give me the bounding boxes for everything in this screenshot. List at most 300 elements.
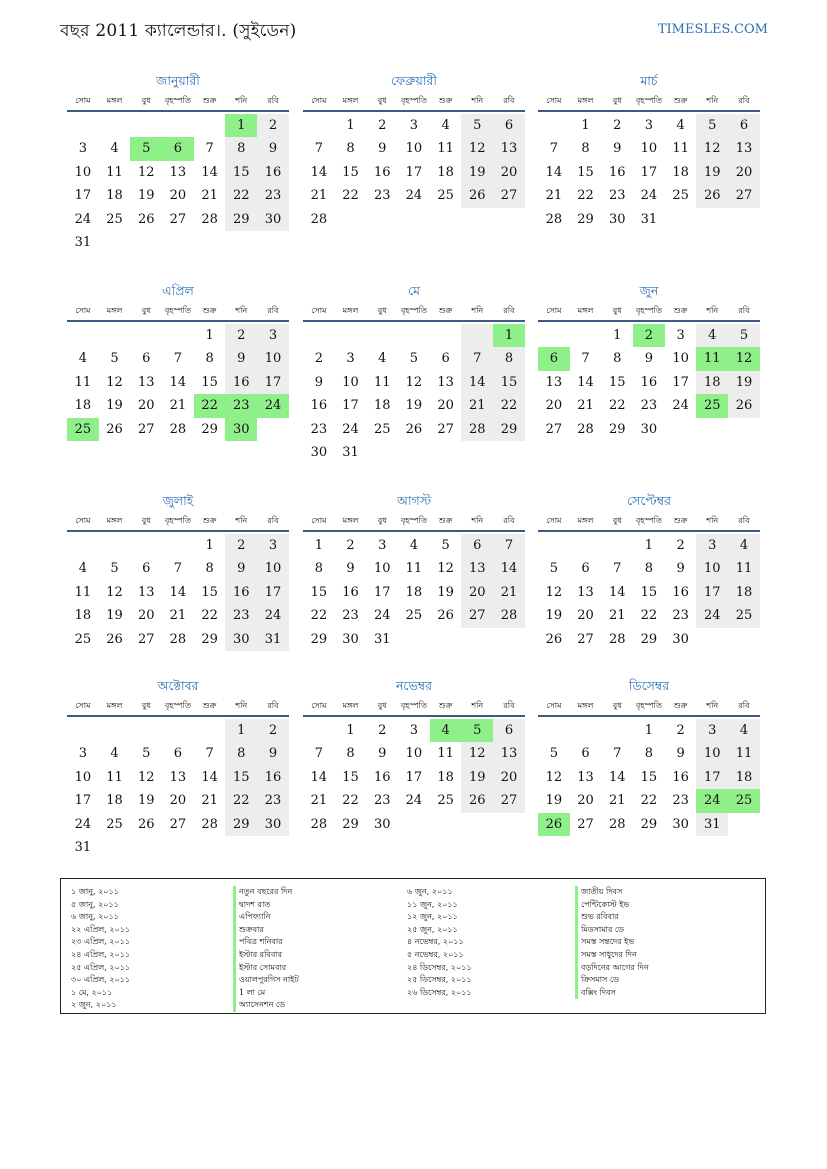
day-cell: 29	[201, 421, 218, 437]
empty-day-cell	[162, 719, 194, 742]
day-cell: 1	[613, 328, 622, 343]
holiday-dates-column-1	[71, 886, 130, 1012]
empty-day-cell	[398, 441, 430, 464]
month-block	[67, 492, 289, 651]
day-cell: 23	[608, 188, 626, 204]
day-cell: 25	[696, 394, 728, 417]
weekday-label: বৃহস্পতি	[400, 96, 427, 105]
holiday-date: ২৫ জুন, ২০১১	[407, 924, 458, 934]
weekday-label: রবি	[267, 306, 279, 315]
day-cell: 3	[78, 746, 87, 762]
day-cell: 20	[169, 188, 187, 204]
weekday-label: শনি	[471, 516, 484, 525]
weekday-label: শুক্র	[438, 516, 453, 525]
day-cell: 27	[137, 421, 155, 437]
day-cell: 13	[545, 374, 563, 390]
weekday-label: শনি	[706, 516, 719, 525]
day-cell: 11	[437, 746, 454, 762]
day-cell: 21	[169, 398, 187, 414]
month-block	[303, 677, 525, 836]
weekday-header-row	[538, 512, 760, 532]
day-cell: 16	[257, 766, 289, 789]
day-cell: 26	[106, 631, 123, 647]
day-cell: 11	[672, 141, 689, 157]
day-cell: 9	[346, 561, 355, 577]
day-cell: 6	[162, 137, 194, 160]
day-cell: 13	[493, 137, 525, 160]
weekday-label: শুক্র	[673, 306, 688, 315]
day-cell: 21	[310, 188, 328, 204]
holiday-date: ১ জানু, ২০১১	[71, 887, 119, 896]
day-cell: 21	[608, 793, 626, 809]
day-cell: 7	[461, 347, 493, 370]
day-cell: 4	[441, 118, 450, 133]
holiday-name: মিডসামার ডে	[575, 924, 649, 937]
day-cell: 10	[405, 141, 423, 157]
site-name[interactable]: TIMESLES.COM	[657, 22, 768, 37]
day-cell: 29	[577, 211, 594, 227]
weekday-label: মঙ্গল	[577, 306, 594, 315]
holiday-name: পবিত্র শনিবার	[233, 936, 299, 949]
day-cell: 6	[581, 746, 590, 762]
empty-day-cell	[99, 231, 131, 254]
holiday-date: ১১ জুন, ২০১১	[407, 899, 458, 909]
weekday-header-row	[67, 697, 289, 717]
day-cell: 10	[640, 141, 658, 157]
weekday-label: বুধ	[377, 701, 387, 710]
month-name: জুলাই	[162, 493, 194, 508]
day-cell: 27	[577, 631, 594, 647]
holiday-date: ২৫ ডিসেম্বর, ২০১১	[407, 975, 472, 985]
day-cell: 19	[461, 766, 493, 789]
day-cell: 23	[310, 421, 328, 437]
empty-day-cell	[538, 534, 570, 557]
day-grid	[303, 719, 525, 836]
empty-day-cell	[398, 813, 430, 836]
day-cell: 6	[493, 719, 525, 742]
day-cell: 25	[106, 211, 123, 227]
day-grid	[538, 114, 760, 231]
empty-day-cell	[461, 628, 493, 651]
day-cell: 7	[549, 141, 558, 157]
day-cell: 15	[640, 584, 658, 600]
empty-day-cell	[696, 628, 728, 651]
weekday-label: শনি	[706, 701, 719, 710]
weekday-label: শনি	[471, 306, 484, 315]
day-cell: 10	[257, 347, 289, 370]
day-cell: 8	[314, 561, 323, 577]
day-cell: 24	[257, 604, 289, 627]
day-cell: 28	[577, 421, 594, 437]
day-cell: 15	[577, 164, 594, 180]
weekday-label: রবি	[267, 516, 279, 525]
weekday-label: শুক্র	[202, 516, 217, 525]
day-cell: 20	[545, 398, 563, 414]
weekday-label: শনি	[235, 306, 248, 315]
day-cell: 28	[608, 816, 626, 832]
day-cell: 16	[225, 371, 257, 394]
holiday-name: এপিফ্যানি	[233, 911, 299, 924]
day-cell: 21	[201, 188, 218, 204]
day-cell: 12	[106, 584, 123, 600]
day-cell: 19	[437, 584, 454, 600]
day-cell: 24	[373, 608, 391, 624]
holiday-date: ৫ জানু, ২০১১	[71, 899, 119, 909]
empty-day-cell	[99, 836, 131, 859]
weekday-label: বৃহস্পতি	[400, 516, 427, 525]
day-cell: 2	[613, 118, 622, 133]
day-cell: 23	[373, 188, 391, 204]
empty-day-cell	[194, 836, 226, 859]
day-cell: 24	[74, 816, 92, 832]
day-cell: 24	[640, 188, 658, 204]
day-cell: 9	[378, 141, 387, 157]
day-cell: 14	[608, 584, 626, 600]
holiday-name: ওয়ালপুরগিস নাইট	[233, 974, 299, 987]
day-cell: 18	[728, 766, 760, 789]
day-cell: 30	[672, 816, 689, 832]
weekday-header-row	[538, 92, 760, 112]
holiday-name: বড়দিনের আগের দিন	[575, 962, 649, 975]
month-name: জুন	[639, 283, 659, 298]
day-cell: 10	[672, 351, 689, 367]
weekday-label: মঙ্গল	[106, 306, 123, 315]
day-cell: 19	[106, 608, 123, 624]
day-cell: 8	[644, 746, 654, 762]
empty-day-cell	[67, 114, 99, 137]
day-cell: 14	[169, 374, 187, 390]
day-cell: 27	[169, 816, 187, 832]
day-cell: 8	[493, 347, 525, 370]
day-grid	[538, 534, 760, 651]
day-cell: 11	[405, 561, 423, 577]
weekday-label: বৃহস্পতি	[164, 516, 191, 525]
empty-day-cell	[398, 208, 430, 231]
day-cell: 6	[441, 351, 450, 367]
weekday-label: বৃহস্পতি	[400, 701, 427, 710]
day-cell: 12	[696, 137, 728, 160]
day-cell: 22	[225, 789, 257, 812]
weekday-label: বুধ	[377, 96, 387, 105]
empty-day-cell	[601, 534, 633, 557]
empty-day-cell	[461, 208, 493, 231]
day-cell: 4	[78, 561, 87, 577]
day-cell: 22	[608, 398, 626, 414]
empty-day-cell	[225, 836, 257, 859]
empty-day-cell	[99, 534, 131, 557]
day-cell: 31	[74, 839, 92, 855]
day-cell: 6	[728, 114, 760, 137]
day-cell: 14	[461, 371, 493, 394]
day-cell: 20	[137, 608, 155, 624]
holiday-name: ক্রিসমাস ডে	[575, 974, 649, 987]
weekday-label: বুধ	[612, 701, 622, 710]
day-cell: 12	[461, 137, 493, 160]
day-cell: 27	[577, 816, 594, 832]
day-cell: 3	[78, 141, 87, 157]
day-cell: 18	[373, 398, 391, 414]
day-cell: 9	[644, 351, 654, 367]
day-cell: 31	[640, 211, 658, 227]
holiday-date: ২৪ এপ্রিল, ২০১১	[71, 949, 131, 959]
day-cell: 21	[310, 793, 328, 809]
day-cell: 2	[378, 723, 387, 738]
day-cell: 4	[728, 534, 760, 557]
day-cell: 11	[74, 374, 92, 390]
empty-day-cell	[493, 628, 525, 651]
day-cell: 11	[373, 374, 391, 390]
day-cell: 29	[225, 813, 257, 836]
day-cell: 25	[728, 604, 760, 627]
day-cell: 20	[437, 398, 454, 414]
day-cell: 3	[257, 324, 289, 347]
day-cell: 10	[373, 561, 391, 577]
day-cell: 15	[201, 374, 218, 390]
weekday-label: শনি	[706, 306, 719, 315]
weekday-header-row	[303, 697, 525, 717]
day-cell: 4	[430, 719, 462, 742]
day-cell: 9	[613, 141, 622, 157]
day-cell: 11	[728, 742, 760, 765]
empty-day-cell	[366, 208, 398, 231]
empty-day-cell	[728, 418, 760, 441]
weekday-label: মঙ্গল	[342, 96, 359, 105]
empty-day-cell	[130, 324, 162, 347]
day-cell: 9	[257, 742, 289, 765]
day-cell: 5	[549, 561, 558, 577]
month-name: অক্টোবর	[157, 678, 199, 693]
day-cell: 14	[545, 164, 563, 180]
day-cell: 1	[644, 538, 654, 553]
day-cell: 10	[405, 746, 423, 762]
month-name: মার্চ	[640, 73, 658, 88]
month-name: এপ্রিল	[162, 283, 194, 298]
day-cell: 30	[342, 631, 359, 647]
empty-day-cell	[538, 324, 570, 347]
day-cell: 26	[137, 816, 155, 832]
day-cell: 3	[696, 719, 728, 742]
day-cell: 16	[672, 584, 689, 600]
day-cell: 28	[493, 604, 525, 627]
day-cell: 21	[461, 394, 493, 417]
weekday-label: রবি	[503, 516, 515, 525]
weekday-label: শুক্র	[673, 701, 688, 710]
weekday-label: বুধ	[612, 516, 622, 525]
day-cell: 27	[169, 211, 187, 227]
holiday-name: ইস্টার সোমবার	[233, 962, 299, 975]
empty-day-cell	[303, 324, 335, 347]
day-cell: 28	[201, 816, 218, 832]
day-cell: 12	[461, 742, 493, 765]
day-cell: 27	[493, 789, 525, 812]
day-cell: 21	[201, 793, 218, 809]
holiday-date: ২৫ এপ্রিল, ২০১১	[71, 962, 131, 972]
empty-day-cell	[303, 719, 335, 742]
month-name: জানুয়ারী	[156, 73, 200, 88]
day-cell: 4	[110, 141, 119, 157]
month-name: আগস্ট	[396, 493, 432, 508]
day-cell: 10	[696, 557, 728, 580]
day-cell: 22	[194, 394, 226, 417]
weekday-label: শুক্র	[438, 306, 453, 315]
day-cell: 24	[672, 398, 689, 414]
day-cell: 22	[493, 394, 525, 417]
day-cell: 27	[437, 421, 454, 437]
day-grid	[67, 324, 289, 441]
holiday-date: ২৪ ডিসেম্বর, ২০১১	[407, 962, 472, 972]
holiday-date: ২৬ ডিসেম্বর, ২০১১	[407, 987, 472, 997]
day-cell: 6	[493, 114, 525, 137]
day-cell: 16	[373, 769, 391, 785]
day-cell: 19	[106, 398, 123, 414]
empty-day-cell	[430, 813, 462, 836]
empty-day-cell	[461, 813, 493, 836]
day-cell: 12	[437, 561, 454, 577]
day-cell: 10	[74, 769, 92, 785]
day-cell: 12	[137, 164, 155, 180]
day-cell: 29	[608, 421, 626, 437]
weekday-label: বৃহস্পতি	[635, 96, 662, 105]
weekday-label: মঙ্গল	[106, 96, 123, 105]
weekday-label: শনি	[471, 701, 484, 710]
day-cell: 29	[225, 208, 257, 231]
day-cell: 18	[106, 188, 123, 204]
weekday-label: রবি	[738, 96, 750, 105]
empty-day-cell	[130, 719, 162, 742]
day-cell: 23	[225, 394, 257, 417]
weekday-header-row	[303, 302, 525, 322]
day-cell: 2	[633, 324, 665, 347]
day-cell: 24	[74, 211, 92, 227]
weekday-label: সোম	[546, 96, 562, 105]
day-cell: 24	[342, 421, 359, 437]
day-cell: 8	[346, 746, 355, 762]
empty-day-cell	[162, 231, 194, 254]
day-cell: 10	[696, 742, 728, 765]
day-cell: 24	[405, 188, 423, 204]
day-cell: 26	[437, 608, 454, 624]
weekday-label: শুক্র	[673, 516, 688, 525]
empty-day-cell	[430, 441, 462, 464]
day-cell: 30	[672, 631, 689, 647]
day-grid	[303, 534, 525, 651]
day-cell: 9	[225, 347, 257, 370]
day-cell: 5	[461, 719, 493, 742]
weekday-label: মঙ্গল	[106, 701, 123, 710]
day-cell: 13	[437, 374, 454, 390]
day-cell: 22	[640, 608, 658, 624]
day-cell: 31	[696, 813, 728, 836]
weekday-header-row	[303, 512, 525, 532]
empty-day-cell	[257, 231, 289, 254]
day-cell: 4	[378, 351, 387, 367]
day-cell: 24	[405, 793, 423, 809]
day-cell: 27	[493, 184, 525, 207]
empty-day-cell	[130, 114, 162, 137]
day-cell: 10	[342, 374, 359, 390]
holiday-names-column-2	[575, 886, 649, 999]
day-cell: 20	[577, 608, 594, 624]
day-cell: 2	[346, 538, 355, 553]
day-cell: 24	[257, 394, 289, 417]
weekday-label: সোম	[546, 516, 562, 525]
day-cell: 7	[205, 141, 214, 157]
day-cell: 15	[201, 584, 218, 600]
holiday-names-column-1	[233, 886, 299, 1012]
day-cell: 26	[545, 631, 563, 647]
holiday-name: দ্বাদশ রাত	[233, 899, 299, 912]
day-cell: 2	[378, 118, 387, 133]
empty-day-cell	[257, 418, 289, 441]
day-cell: 26	[405, 421, 423, 437]
weekday-header-row	[538, 697, 760, 717]
day-cell: 14	[310, 164, 328, 180]
weekday-label: মঙ্গল	[577, 516, 594, 525]
empty-day-cell	[570, 534, 602, 557]
day-cell: 13	[137, 374, 155, 390]
empty-day-cell	[130, 231, 162, 254]
day-cell: 8	[225, 137, 257, 160]
day-cell: 16	[640, 374, 658, 390]
weekday-label: রবি	[738, 516, 750, 525]
weekday-label: বৃহস্পতি	[635, 516, 662, 525]
day-cell: 15	[608, 374, 626, 390]
holiday-date: ২২ এপ্রিল, ২০১১	[71, 924, 131, 934]
day-cell: 4	[676, 118, 685, 133]
weekday-label: মঙ্গল	[577, 96, 594, 105]
day-cell: 2	[225, 324, 257, 347]
day-cell: 11	[106, 164, 123, 180]
day-cell: 17	[696, 766, 728, 789]
day-cell: 20	[461, 581, 493, 604]
empty-day-cell	[430, 324, 462, 347]
day-cell: 26	[696, 184, 728, 207]
day-cell: 30	[225, 418, 257, 441]
day-cell: 31	[74, 234, 92, 250]
weekday-label: মঙ্গল	[342, 516, 359, 525]
day-cell: 7	[493, 534, 525, 557]
day-cell: 21	[545, 188, 563, 204]
day-cell: 15	[225, 766, 257, 789]
weekday-label: মঙ্গল	[342, 306, 359, 315]
empty-day-cell	[570, 719, 602, 742]
day-cell: 13	[728, 137, 760, 160]
weekday-label: সোম	[546, 306, 562, 315]
day-cell: 3	[346, 351, 355, 367]
day-cell: 13	[577, 769, 594, 785]
weekday-label: বুধ	[141, 306, 151, 315]
day-cell: 11	[437, 141, 454, 157]
day-cell: 16	[672, 769, 689, 785]
day-cell: 30	[225, 628, 257, 651]
day-cell: 28	[201, 211, 218, 227]
day-cell: 3	[676, 328, 685, 343]
weekday-label: রবি	[503, 306, 515, 315]
day-cell: 27	[137, 631, 155, 647]
weekday-label: মঙ্গল	[106, 516, 123, 525]
day-cell: 12	[405, 374, 423, 390]
day-cell: 9	[676, 561, 685, 577]
weekday-label: সোম	[75, 516, 91, 525]
day-cell: 11	[106, 769, 123, 785]
empty-day-cell	[162, 534, 194, 557]
day-grid	[303, 324, 525, 464]
day-cell: 5	[549, 746, 558, 762]
day-cell: 5	[110, 351, 119, 367]
day-cell: 7	[314, 141, 323, 157]
day-cell: 20	[137, 398, 155, 414]
weekday-label: শুক্র	[438, 96, 453, 105]
